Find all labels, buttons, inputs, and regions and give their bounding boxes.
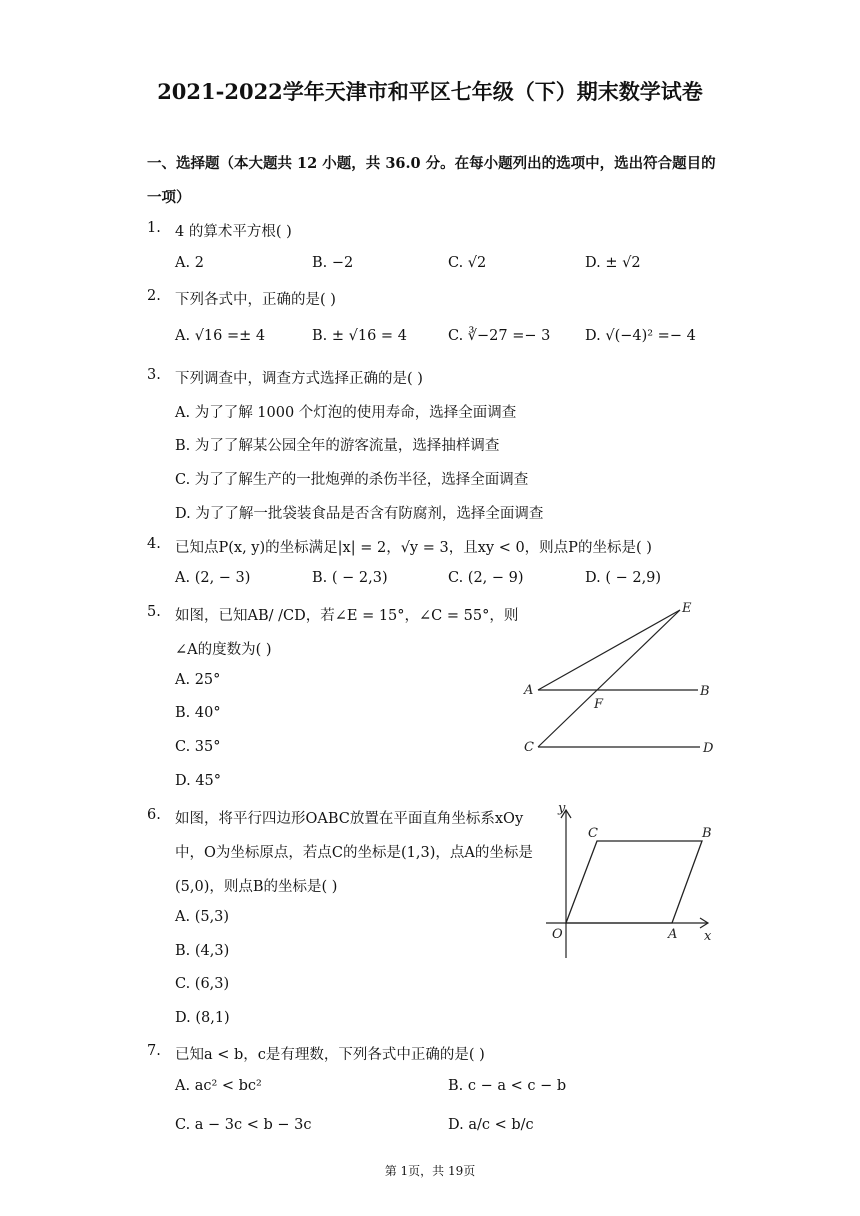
q2-option-d: D. √(−4)² =− 4 — [585, 328, 696, 344]
question-5-text-line2: ∠A的度数为( ) — [175, 642, 272, 658]
question-4-text: 已知点P(x, y)的坐标满足|x| = 2，√y = 3，且xy < 0，则点P的坐标是( ) — [175, 540, 652, 556]
fig6-label-a: A — [668, 927, 678, 942]
q1-option-b: B. −2 — [312, 255, 354, 271]
q5-option-b: B. 40° — [175, 705, 221, 721]
section-heading-line2: 一项） — [147, 189, 191, 206]
question-1-number: 1. — [147, 220, 161, 236]
question-5-text-line1: 如图，已知AB/ /CD，若∠E = 15°，∠C = 55°，则 — [175, 608, 519, 624]
q3-option-a: A. 为了了解 1000 个灯泡的使用寿命，选择全面调查 — [175, 405, 517, 421]
section-heading-line1: 一、选择题（本大题共 12 小题，共 36.0 分。在每小题列出的选项中，选出符合题目的 — [147, 155, 716, 172]
fig6-label-o: O — [552, 927, 563, 942]
q2-option-b: B. ± √16 = 4 — [312, 328, 407, 344]
q4-option-b: B. ( − 2,3) — [312, 570, 388, 586]
page-footer: 第 1页，共 19页 — [384, 1164, 476, 1178]
question-7-number: 7. — [147, 1043, 161, 1059]
fig5-label-a: A — [524, 683, 534, 698]
figure-6-diagram — [540, 800, 725, 965]
q5-option-a: A. 25° — [175, 672, 221, 688]
fig5-label-e: E — [682, 601, 692, 616]
q3-option-c: C. 为了了解生产的一批炮弹的杀伤半径，选择全面调查 — [175, 472, 529, 488]
q1-option-d: D. ± √2 — [585, 255, 641, 271]
q4-option-a: A. (2, − 3) — [175, 570, 251, 586]
question-1-text: 4 的算术平方根( ) — [175, 224, 292, 240]
question-3-number: 3. — [147, 367, 161, 383]
question-5-number: 5. — [147, 604, 161, 620]
q2-option-a: A. √16 =± 4 — [175, 328, 266, 344]
question-6-text-line1: 如图，将平行四边形OABC放置在平面直角坐标系xOy — [175, 811, 524, 827]
q6-option-d: D. (8,1) — [175, 1010, 230, 1026]
fig5-label-d: D — [703, 741, 714, 756]
q5-option-c: C. 35° — [175, 739, 221, 755]
q6-option-b: B. (4,3) — [175, 943, 230, 959]
question-2-text: 下列各式中，正确的是( ) — [175, 292, 336, 308]
fig6-label-x: x — [704, 929, 712, 944]
fig6-parallelogram — [566, 841, 702, 923]
question-6-number: 6. — [147, 807, 161, 823]
question-4-number: 4. — [147, 536, 161, 552]
question-6-text-line3: (5,0)，则点B的坐标是( ) — [175, 879, 338, 895]
q4-option-c: C. (2, − 9) — [448, 570, 524, 586]
q2-option-c: C. ∛−27 =− 3 — [448, 328, 551, 344]
fig6-label-b: B — [702, 826, 712, 841]
q4-option-d: D. ( − 2,9) — [585, 570, 662, 586]
q7-option-c: C. a − 3c < b − 3c — [175, 1117, 312, 1133]
fig5-label-b: B — [700, 684, 710, 699]
q7-option-a: A. ac² < bc² — [175, 1078, 262, 1094]
q7-option-b: B. c − a < c − b — [448, 1078, 567, 1094]
q1-option-c: C. √2 — [448, 255, 487, 271]
q6-option-c: C. (6,3) — [175, 976, 230, 992]
fig5-label-c: C — [524, 740, 534, 755]
fig5-label-f: F — [594, 697, 604, 712]
q1-option-a: A. 2 — [175, 255, 204, 271]
q7-option-d: D. a/c < b/c — [448, 1117, 534, 1133]
question-7-text: 已知a < b，c是有理数，下列各式中正确的是( ) — [175, 1047, 485, 1063]
question-3-text: 下列调查中，调查方式选择正确的是( ) — [175, 371, 423, 387]
fig6-label-y: y — [558, 801, 566, 816]
question-2-number: 2. — [147, 288, 161, 304]
q3-option-b: B. 为了了解某公园全年的游客流量，选择抽样调查 — [175, 438, 500, 454]
q6-option-a: A. (5,3) — [175, 909, 230, 925]
q3-option-d: D. 为了了解一批袋装食品是否含有防腐剂，选择全面调查 — [175, 506, 544, 522]
page-title: 2021-2022学年天津市和平区七年级（下）期末数学试卷 — [157, 79, 703, 104]
fig6-label-c: C — [588, 826, 598, 841]
q5-option-d: D. 45° — [175, 773, 222, 789]
question-6-text-line2: 中，O为坐标原点，若点C的坐标是(1,3)，点A的坐标是 — [175, 845, 533, 861]
figure-5-diagram — [520, 598, 725, 763]
